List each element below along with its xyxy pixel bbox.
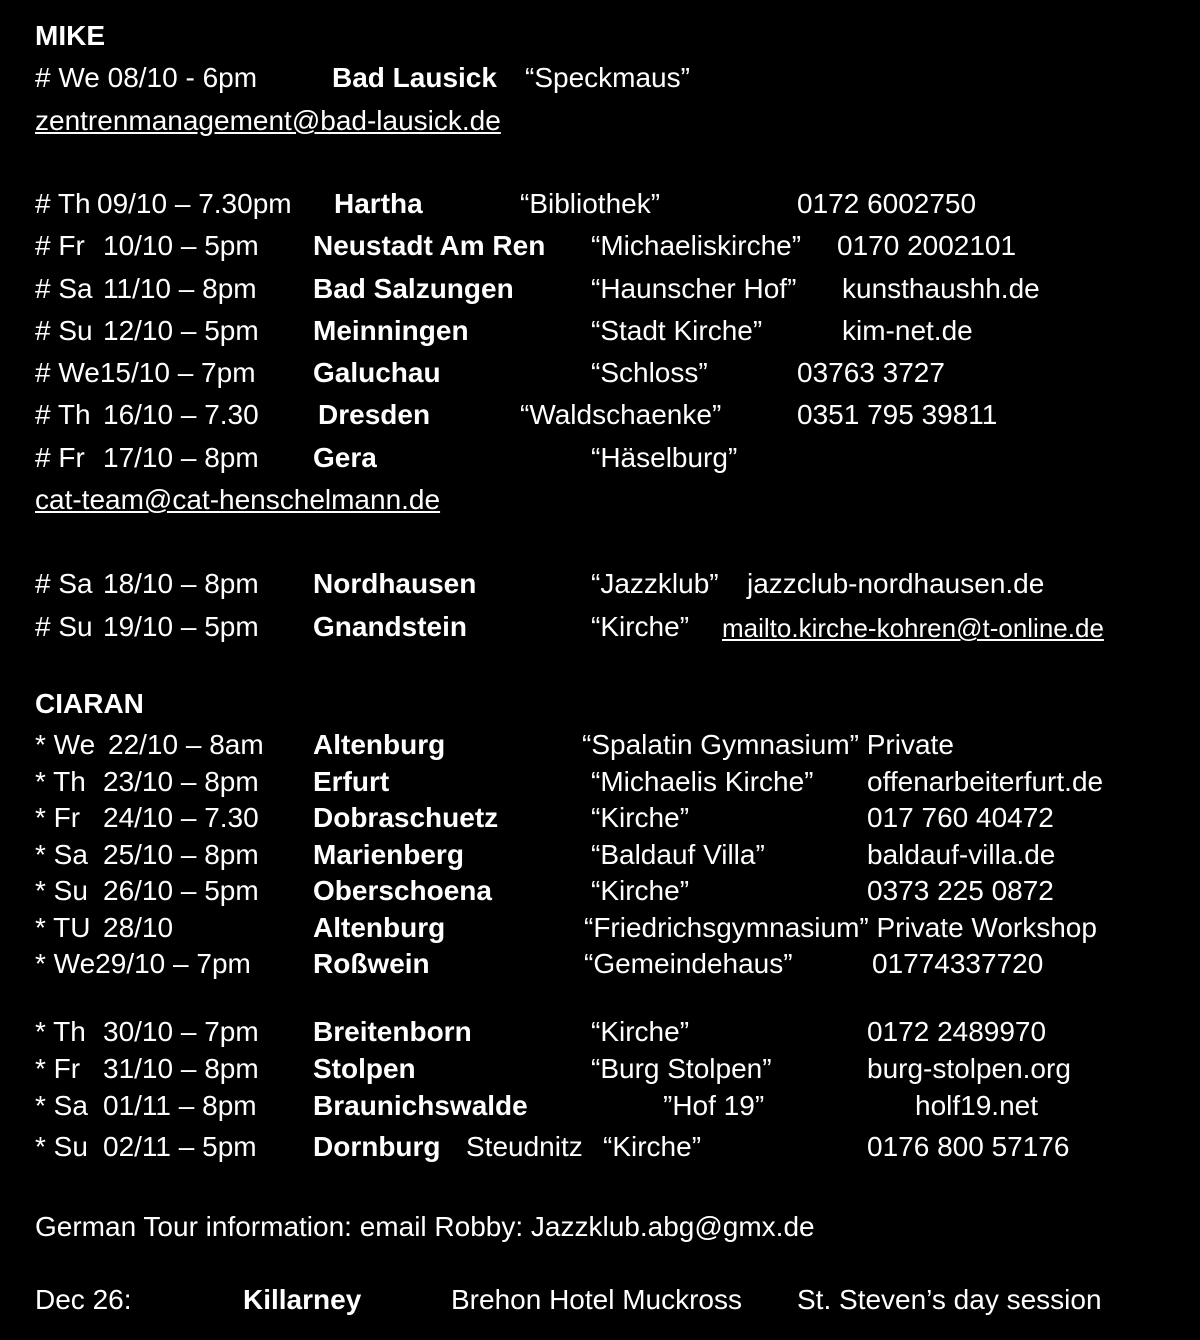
date: 18/10 – 8pm [103,568,259,599]
ciaran-heading: CIARAN [35,688,144,719]
date: 09/10 – 7.30pm [97,188,292,219]
contact: 03763 3727 [797,357,945,388]
contact: kunsthaushh.de [842,273,1040,304]
tour-info-line: German Tour information: email Robby: Jazzklub.abg@gmx.de [35,1211,815,1242]
town: Marienberg [313,839,464,870]
day: # Sa [35,568,93,599]
day: # Fr [35,230,85,261]
date: 02/11 – 5pm [103,1131,257,1162]
contact: 0172 2489970 [867,1016,1047,1047]
date: 19/10 – 5pm [103,611,259,642]
town-extra: Steudnitz [466,1131,583,1162]
town: Bad Salzungen [313,273,514,304]
town: Dornburg [313,1131,441,1162]
day: * Su [35,875,88,906]
day: * Fr [35,1053,81,1084]
venue: “Bibliothek” [520,188,661,219]
contact: kim-net.de [842,315,973,346]
town: Stolpen [313,1053,416,1084]
date: 31/10 – 8pm [103,1053,259,1084]
venue: “Häselburg” [591,442,738,473]
town: Altenburg [313,912,446,943]
town: Erfurt [313,766,390,797]
town: Killarney [243,1284,362,1315]
venue: “Spalatin Gymnasium” Private [582,729,954,760]
town: Nordhausen [313,568,477,599]
contact: 01774337720 [872,948,1044,979]
day: # Th [35,188,91,219]
venue: “Kirche” [591,1016,690,1047]
cat-team-email-link[interactable]: cat-team@cat-henschelmann.de [35,484,441,515]
day: * Su [35,1131,88,1162]
contact: 0373 225 0872 [867,875,1054,906]
date: 16/10 – 7.30 [103,399,259,430]
date: 24/10 – 7.30 [103,802,259,833]
date: # We 08/10 - 6pm [35,62,258,93]
venue: “Baldauf Villa” [591,839,765,870]
date: * We29/10 – 7pm [35,948,251,979]
venue: “Burg Stolpen” [591,1053,772,1084]
day: * Th [35,766,86,797]
day: * Fr [35,802,81,833]
contact: burg-stolpen.org [867,1053,1071,1084]
date: 26/10 – 5pm [103,875,259,906]
venue: “Friedrichsgymnasium” Private Workshop [584,912,1097,943]
date: 10/10 – 5pm [103,230,259,261]
town: Hartha [334,188,423,219]
town: Bad Lausick [332,62,497,93]
town: Gera [313,442,377,473]
day: * TU [35,912,91,943]
day: * Sa [35,839,88,870]
venue: “Gemeindehaus” [584,948,793,979]
day: * We [35,729,96,760]
date: Dec 26: [35,1284,132,1315]
date: 28/10 [103,912,174,943]
day: * Th [35,1016,86,1047]
bad-lausick-email-link[interactable]: zentrenmanagement@bad-lausick.de [35,105,501,136]
note: St. Steven’s day session [797,1284,1102,1315]
town: Breitenborn [313,1016,472,1047]
day: # Th [35,399,91,430]
town: Braunichswalde [313,1090,528,1121]
contact: 0351 795 39811 [797,399,998,430]
town: Meinningen [313,315,469,346]
venue: “Haunscher Hof” [591,273,797,304]
venue: “Jazzklub” [591,568,719,599]
town: Dresden [318,399,431,430]
date: 17/10 – 8pm [103,442,259,473]
venue: Brehon Hotel Muckross [451,1284,743,1315]
date: 30/10 – 7pm [103,1016,259,1047]
date: 11/10 – 8pm [103,273,257,304]
venue: “Michaelis Kirche” [591,766,814,797]
venue: “Kirche” [591,875,690,906]
venue: “Kirche” [591,802,690,833]
date: 23/10 – 8pm [103,766,259,797]
day: * Sa [35,1090,88,1121]
contact: 0176 800 57176 [867,1131,1070,1162]
venue: ”Hof 19” [663,1090,765,1121]
day: # Fr [35,442,85,473]
contact: 0170 2002101 [837,230,1017,261]
contact: jazzclub-nordhausen.de [747,568,1045,599]
contact: baldauf-villa.de [867,839,1056,870]
date: 01/11 – 8pm [103,1090,257,1121]
date: 12/10 – 5pm [103,315,259,346]
contact: holf19.net [915,1090,1038,1121]
date: 22/10 – 8am [108,729,264,760]
contact: offenarbeiterfurt.de [867,766,1104,797]
venue: “Kirche” [591,611,690,642]
venue: “Michaeliskirche” [591,230,802,261]
town: Altenburg [313,729,446,760]
venue: “Speckmaus” [525,62,690,93]
town: Dobraschuetz [313,802,499,833]
venue: “Schloss” [591,357,708,388]
town: Galuchau [313,357,441,388]
town: Neustadt Am Ren [313,230,546,261]
day: # Sa [35,273,93,304]
kirche-kohren-email-link[interactable]: mailto.kirche-kohren@t-online.de [722,613,1104,643]
contact: 0172 6002750 [797,188,977,219]
day: # Su [35,315,93,346]
town: Oberschoena [313,875,492,906]
town: Gnandstein [313,611,468,642]
date: 25/10 – 8pm [103,839,259,870]
venue: “Waldschaenke” [520,399,722,430]
town: Roßwein [313,948,430,979]
date: # We15/10 – 7pm [35,357,256,388]
venue: “Stadt Kirche” [591,315,763,346]
venue: “Kirche” [603,1131,702,1162]
contact: 017 760 40472 [867,802,1054,833]
mike-heading: MIKE [35,20,105,51]
day: # Su [35,611,93,642]
